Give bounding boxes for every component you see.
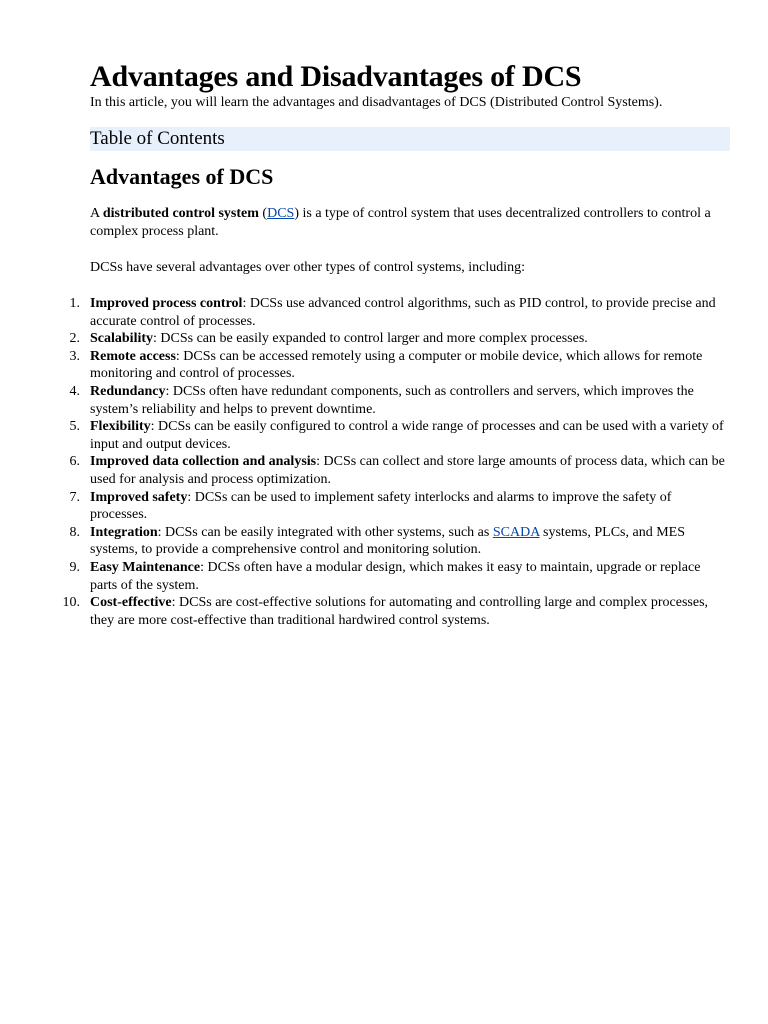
- section-heading: Advantages of DCS: [90, 164, 274, 189]
- list-item-text: : DCSs often have a modular design, which makes it easy to maintain, upgrade or replace parts of the system.: [90, 559, 701, 593]
- list-item-text: : DCSs can be accessed remotely using a computer or mobile device, which allows for remote monitoring and control of processes.: [90, 348, 703, 382]
- list-item-term: Flexibility: [90, 419, 151, 435]
- list-item-text: : DCSs can collect and store large amounts of process data, which can be used for analysis and process optimization.: [90, 454, 725, 487]
- list-item: [69, 489, 730, 524]
- list-number: 2.: [69, 331, 80, 347]
- toc-label: Table of Contents: [90, 128, 225, 149]
- table-of-contents-toggle[interactable]: [90, 127, 730, 151]
- list-item-term: Improved data collection and analysis: [90, 454, 317, 470]
- list-number: 6.: [69, 454, 80, 470]
- lead-in-paragraph: DCSs have several advantages over other types of control systems, including:: [90, 260, 526, 275]
- list-item-text: : DCSs use advanced control algorithms, such as PID control, to provide precise and accurate control of processes.: [90, 296, 716, 329]
- list-item: [69, 330, 730, 348]
- list-item: [62, 594, 730, 629]
- list-item-term: Cost-effective: [90, 595, 172, 611]
- list-number: 3.: [69, 348, 80, 364]
- list-item-term: Remote access: [90, 348, 176, 364]
- advantages-list: [62, 295, 730, 629]
- scada-link[interactable]: SCADA: [492, 524, 540, 540]
- list-item-text: : DCSs can be easily integrated with other systems, such as: [157, 524, 493, 540]
- list-item-term: Easy Maintenance: [90, 559, 201, 575]
- list-item: [69, 453, 730, 488]
- list-item-text: : DCSs can be easily expanded to control larger and more complex processes.: [153, 331, 588, 347]
- definition-term: distributed control system: [102, 206, 259, 221]
- list-item-text: systems, PLCs, and MES systems, to provide a comprehensive control and monitoring solution.: [90, 524, 685, 558]
- list-item: [69, 418, 730, 453]
- list-item: [69, 559, 730, 594]
- list-item: [69, 524, 730, 559]
- list-item-term: Improved process control: [90, 296, 243, 311]
- list-number: 5.: [69, 419, 80, 435]
- list-item: [69, 295, 730, 330]
- dcs-link[interactable]: DCS: [267, 206, 295, 221]
- list-number: 1.: [69, 296, 80, 311]
- list-item-text: : DCSs often have redundant components, such as controllers and servers, which improves the system’s reliability and helps to prevent downtime.: [90, 383, 694, 417]
- list-item-term: Scalability: [90, 331, 154, 347]
- definition-rest: ) is a type of control system that uses decentralized controllers to control a complex process plant.: [90, 206, 711, 239]
- list-number: 8.: [69, 524, 80, 540]
- list-item-term: Improved safety: [90, 489, 188, 505]
- list-item-text: : DCSs can be used to implement safety interlocks and alarms to improve the safety of processes.: [90, 489, 672, 523]
- list-item-text: : DCSs can be easily configured to control a wide range of processes and can be used with a variety of input and output devices.: [90, 419, 724, 452]
- list-number: 4.: [69, 383, 80, 399]
- page-title: Advantages and Disadvantages of DCS: [90, 60, 582, 93]
- list-item: [69, 348, 730, 383]
- definition-paragraph: [90, 205, 730, 241]
- list-item-text: : DCSs are cost-effective solutions for automating and controlling large and complex processes, they are more cost-effective than traditional hardwired control systems.: [90, 595, 709, 628]
- list-number: 7.: [69, 489, 80, 505]
- list-item: [69, 383, 730, 418]
- intro-text: In this article, you will learn the advantages and disadvantages of DCS (Distributed Control Systems).: [90, 95, 663, 110]
- list-number: 9.: [69, 559, 80, 575]
- list-item-term: Integration: [90, 524, 158, 540]
- definition-prefix: A: [90, 206, 103, 221]
- list-item-term: Redundancy: [90, 383, 166, 399]
- definition-open-paren: (: [258, 206, 268, 221]
- list-number: 10.: [62, 595, 80, 611]
